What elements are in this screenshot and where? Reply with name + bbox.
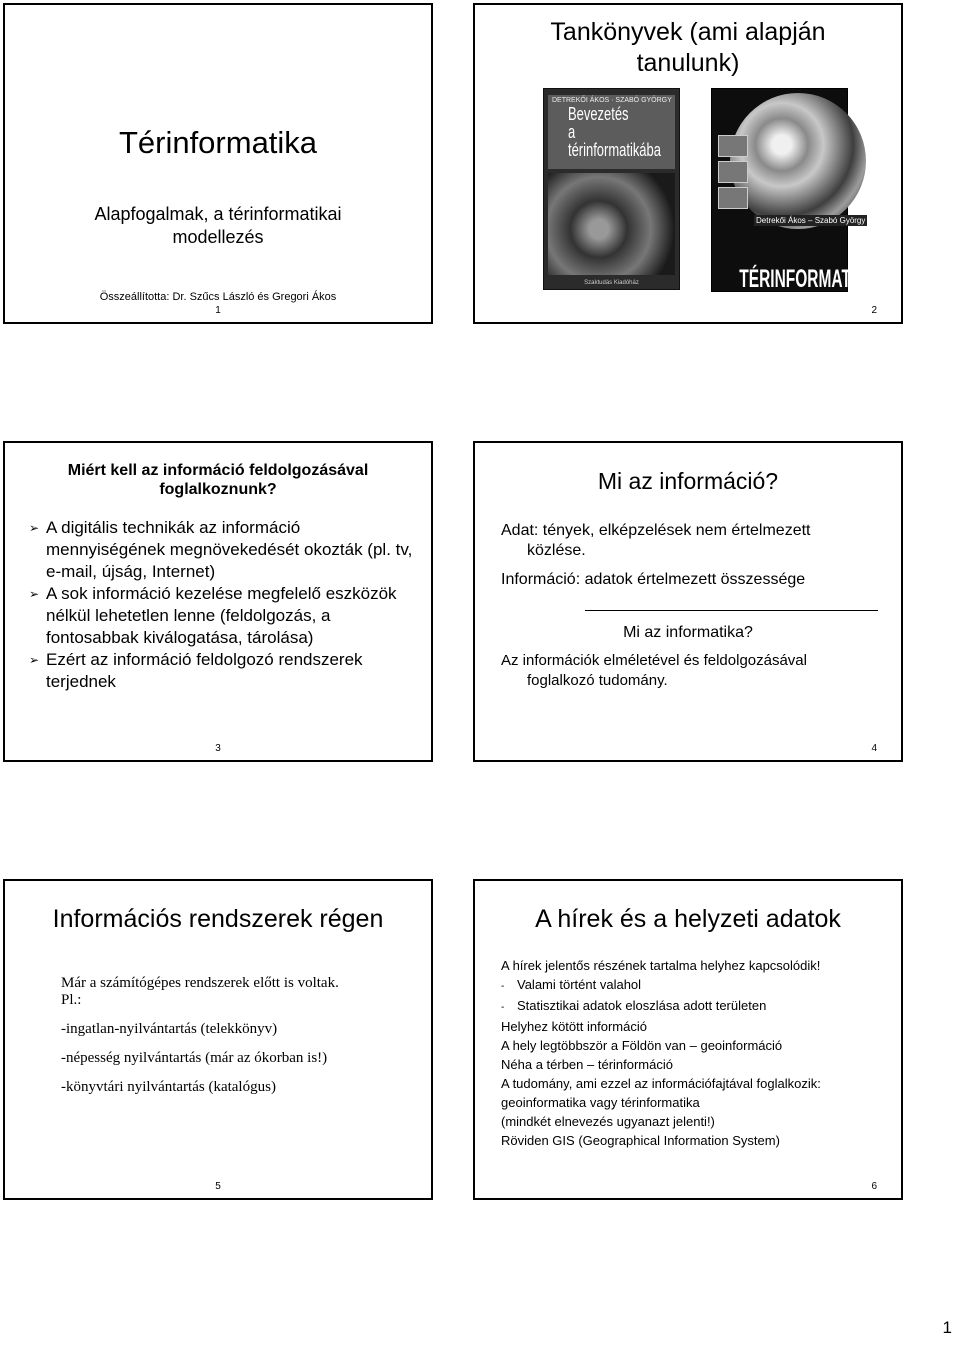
slide-number: 1	[215, 305, 221, 316]
book-cover-terinformatika	[711, 88, 878, 293]
definition-line: közlése.	[527, 542, 586, 559]
slide-subheading: Mi az informatika?	[623, 624, 753, 641]
body-line: (mindkét elnevezés ugyanazt jelenti!)	[501, 1114, 715, 1129]
divider	[585, 610, 878, 611]
slide-5	[3, 879, 433, 1200]
book-title: TÉRINFORMATIKA	[739, 265, 878, 293]
bullet-item	[29, 517, 419, 583]
body-line: Néha a térben – térinformáció	[501, 1057, 673, 1072]
slide-number: 2	[871, 305, 877, 316]
book-title-line: térinformatikába	[568, 140, 661, 160]
definition-line: foglalkozó tudomány.	[527, 672, 668, 689]
slide-1	[3, 3, 433, 324]
thumbnail-strip	[718, 135, 748, 213]
book-title-line: a	[568, 122, 576, 142]
body-line: Röviden GIS (Geographical Information System)	[501, 1133, 780, 1148]
slide-4	[473, 441, 903, 762]
thumbnail	[718, 135, 748, 157]
book-authors: DETREKŐI ÁKOS · SZABÓ GYÖRGY	[552, 97, 672, 104]
dash-item	[501, 996, 896, 1017]
page-number: 1	[942, 1318, 952, 1337]
slide-2	[473, 3, 903, 324]
slide-6	[473, 879, 903, 1200]
body-line: Már a számítógépes rendszerek előtt is voltak.	[61, 975, 339, 991]
slide-subtitle	[5, 203, 431, 249]
body-line: -népesség nyilvántartás (már az ókorban is!)	[61, 1050, 328, 1066]
body-line: Helyhez kötött információ	[501, 1019, 647, 1034]
body-line: A hírek jelentős részének tartalma helyhez kapcsolódik!	[501, 958, 821, 973]
heading-line: Miért kell az információ feldolgozásával	[67, 462, 369, 479]
definition-line: Adat: tények, elképzelések nem értelmezett	[501, 522, 811, 539]
dash-item	[501, 975, 896, 996]
body-line: A hely legtöbbször a Földön van – geoinformáció	[501, 1038, 783, 1053]
body-line: A tudomány, ami ezzel az információfajtával foglalkozik:	[501, 1076, 821, 1091]
informacio-definition: Információ: adatok értelmezett összessége	[501, 571, 806, 588]
title-line: Tankönyvek (ami alapján	[550, 18, 826, 46]
bullet-text: A digitális technikák az információ mennyiségének megnövekedését okozták (pl. tv, e-mail, újság, Internet)	[46, 518, 413, 581]
slide-heading	[5, 461, 431, 499]
slide-author: Összeállította: Dr. Szűcs László és Gregori Ákos	[99, 291, 337, 303]
title-line: tanulunk)	[636, 49, 740, 77]
arrow-bullet-icon: ➢	[29, 521, 40, 535]
book-authors: Detrekői Ákos – Szabó György	[756, 216, 866, 225]
thumbnail	[718, 187, 748, 209]
arrow-bullet-icon: ➢	[29, 653, 40, 667]
slide-3	[3, 441, 433, 762]
thumbnail	[718, 161, 748, 183]
globe-image	[730, 93, 866, 229]
dash-marker: -	[501, 1002, 505, 1013]
slide-title: Információs rendszerek régen	[52, 905, 384, 933]
slide-number: 3	[215, 743, 221, 754]
dash-marker: -	[501, 981, 505, 992]
slide-number: 6	[871, 1181, 877, 1192]
slide-title: Mi az információ?	[597, 468, 779, 494]
arrow-bullet-icon: ➢	[29, 587, 40, 601]
adat-definition	[501, 521, 891, 561]
slide-title: Térinformatika	[118, 125, 318, 160]
slide-number: 4	[871, 743, 877, 754]
slide-number: 5	[215, 1181, 221, 1192]
subtitle-line: Alapfogalmak, a térinformatikai	[94, 204, 342, 224]
cover-photo	[548, 173, 675, 275]
slide-title	[475, 17, 901, 79]
body-line: -könyvtári nyilvántartás (katalógus)	[61, 1079, 276, 1095]
bullet-text: Ezért az információ feldolgozó rendszerek terjednek	[46, 650, 363, 691]
body-line: Statisztikai adatok eloszlása adott területen	[517, 998, 767, 1013]
body-line: -ingatlan-nyilvántartás (telekkönyv)	[61, 1021, 278, 1037]
bullet-item	[29, 649, 419, 693]
book-cover-bevezetes	[543, 88, 680, 290]
body-line: geoinformatika vagy térinformatika	[501, 1095, 700, 1110]
book-publisher: Szaktudás Kiadóház	[584, 280, 639, 286]
book-title-line: Bevezetés	[568, 104, 629, 124]
slide-body	[501, 956, 896, 1150]
bullet-text: A sok információ kezelése megfelelő eszközök nélkül lehetetlen lenne (feldolgozás, a fontosabbak kiválogatása, tárolása)	[46, 584, 397, 647]
heading-line: foglalkoznunk?	[159, 481, 277, 498]
body-line: Valami történt valahol	[517, 977, 642, 992]
slide-title: A hírek és a helyzeti adatok	[535, 905, 841, 933]
body-line: Pl.:	[61, 992, 82, 1008]
slide-body	[61, 975, 421, 1108]
bullet-item	[29, 583, 419, 649]
subtitle-line: modellezés	[172, 227, 264, 247]
bullet-list	[29, 517, 419, 693]
book-cover-header	[548, 95, 675, 169]
definition-line: Az információk elméletével és feldolgozásával	[501, 652, 807, 669]
informatika-definition	[501, 651, 891, 691]
